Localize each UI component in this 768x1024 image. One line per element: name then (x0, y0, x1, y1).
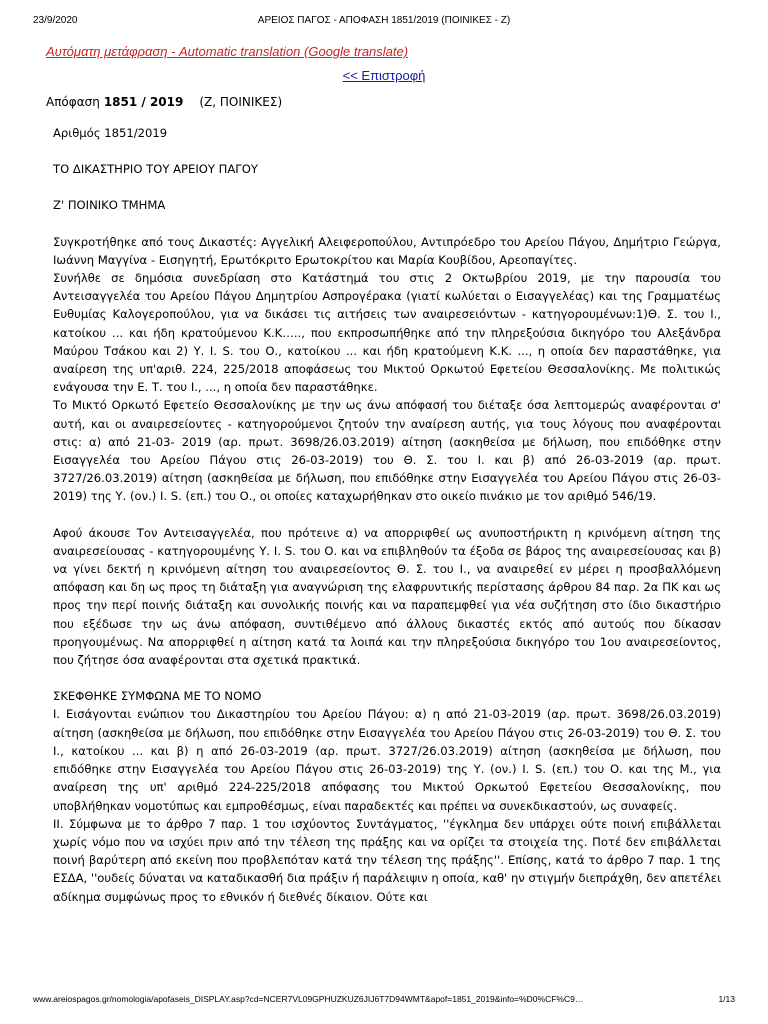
decision-number: 1851 / 2019 (103, 95, 184, 109)
reasoning-paragraph-1: Ι. Εισάγονται ενώπιον του Δικαστηρίου του Αρείου Πάγου: α) η από 21-03-2019 (αρ. πρωτ. 3698/26.03.2019) αίτηση (ασκηθείσα με δήλωση, που επιδόθηκε στην Εισαγγελέα του Αρείου Πάγου στις 26-03-2019) του Θ. Σ. του Ι., κατοίκου ... και β) η από 26-03-2019 (αρ. πρωτ. 3727/26.03.2019) αίτηση (ασκηθείσα με δήλωση, που επιδόθηκε στην Εισαγγελέα του Αρείου Πάγου στις 26-03-2019) της Υ. (ον.) Ι. S. (επ.) του Ο. και της Μ., για αναίρεση της υπ' αριθμό 224-225/2018 απόφασης του Μικτού Ορκωτού Εφετείου Θεσσαλονίκης, που υποβλήθηκαν νομοτύπως και εμπροθέσμως, είναι παραδεκτές και πρέπει να συνεκδικαστούν, ως συναφείς. (53, 707, 721, 813)
composition-paragraph: Συγκροτήθηκε από τους Δικαστές: Αγγελική Αλειφεροπούλου, Αντιπρόεδρο του Αρείου Πάγου, Δημήτριο Γεώργα, Ιωάννη Μαγγίνα - Εισηγητή, Ερωτόκριτο Ερωτοκρίτου και Μαρία Κουβίδου, Αρεοπαγίτες. (53, 234, 721, 267)
print-page-title: ΑΡΕΙΟΣ ΠΑΓΟΣ - ΑΠΟΦΑΣΗ 1851/2019 (ΠΟΙΝΙΚΕΣ - Ζ) (257, 15, 511, 26)
print-url: www.areiospagos.gr/nomologia/apofaseis_DISPLAY.asp?cd=NCER7VL09GPHUZKUZ6JIJ6T7D94WMT&apof=1851_2019&info=%D0%CF%C9… (33, 994, 584, 1004)
court-name: ΤΟ ΔΙΚΑΣΤΗΡΙΟ ΤΟΥ ΑΡΕΙΟΥ ΠΑΓΟΥ (53, 162, 258, 177)
print-date: 23/9/2020 (33, 15, 78, 26)
print-header (33, 15, 735, 29)
page-number: 1/13 (718, 994, 735, 1004)
prosecutor-paragraph: Αφού άκουσε Τον Αντεισαγγελέα, που πρότεινε α) να απορριφθεί ως ανυποστήρικτη η κρινόμενη αίτηση της αναιρεσείουσας - κατηγορουμένης Υ. Ι. S. του Ο. και να επιβληθούν τα έξοδα σε βάρος της αναιρεσείουσας και β) να γίνει δεκτή η κρινόμενη αίτηση του αναιρεσείοντος Θ. Σ. του Ι., να αναιρεθεί εν μέρει η προσβαλλόμενη απόφαση και δη ως προς τη διάταξη για αναγνώριση της ελαφρυντικής περίστασης άρθρου 84 παρ. 2α ΠΚ και ως προς την περί ποινής διάταξη και συνολικής ποινής και να παραπεμφθεί για νέα συζήτηση στο ίδιο δικαστήριο που εξέδωσε την ως άνω απόφαση, συντιθέμενο από άλλους δικαστές εκτός από αυτούς που δίκασαν προηγουμένως. Να απορριφθεί η αίτηση κατά τα λοιπά και την πληρεξούσια δικηγόρο του 1ου αναιρεσείοντος, που ζήτησε όσα αναφέρονται στα σχετικά πρακτικά. (53, 525, 721, 668)
reasoning-paragraph-2: ΙΙ. Σύμφωνα με το άρθρο 7 παρ. 1 του ισχύοντος Συντάγματος, ''έγκλημα δεν υπάρχει ούτε ποινή επιβάλλεται χωρίς νόμο που να ισχύει πριν από την τέλεση της πράξης και να ορίζει τα στοιχεία της. Ποτέ δεν επιβάλλεται ποινή βαρύτερη από εκείνη που προβλεπόταν κατά την τέλεση της πράξης''. Επίσης, κατά το άρθρο 7 παρ. 1 της ΕΣΔΑ, ''ουδείς δύναται να καταδικασθή δια πράξιν ή παράλειψιν η οποία, καθ' ην στιγμήν διεπράχθη, δεν απετέλει αδίκημα συμφώνως προς το εθνικόν ή διεθνές δίκαιον. Ούτε και (53, 816, 721, 904)
automatic-translation-link[interactable]: Αυτόματη μετάφραση - Automatic translation (Google translate) (46, 44, 409, 59)
back-link[interactable]: << Επιστροφή (342, 68, 426, 83)
session-paragraph: Συνήλθε σε δημόσια συνεδρίαση στο Κατάστημά του στις 2 Οκτωβρίου 2019, με την παρουσία του Αντεισαγγελέα του Αρείου Πάγου Δημητρίου Ασπρογέρακα (γιατί κωλύεται ο Εισαγγελέας) και της Γραμματέως Ευθυμίας Καλογεροπούλου, για να δικάσει τις αιτήσεις των αναιρεσειόντων - κατηγορουμένων:1)Θ. Σ. του Ι., κατοίκου ... και ήδη κρατούμενου Κ.Κ….., που εκπροσωπήθηκε από την πληρεξούσια δικηγόρο του Αλεξάνδρα Μαύρου Τσάκου και 2) Υ. Ι. S. του Ο., κατοίκου ... και ήδη κρατούμενη Κ.Κ. ..., η οποία δεν παραστάθηκε, για αναίρεση της υπ'αριθ. 224, 225/2018 αποφάσεως του Μικτού Ορκωτού Εφετείου Θεσσαλονίκης. Με πολιτικώς ενάγουσα την Ε. Τ. του Ι., ..., η οποία δεν παραστάθηκε. (53, 271, 721, 395)
decision-heading (46, 95, 282, 109)
decision-chamber: (Ζ, ΠΟΙΝΙΚΕΣ) (199, 95, 283, 109)
decision-label: Απόφαση (46, 95, 100, 109)
reasoning-heading: ΣΚΕΦΘΗΚΕ ΣΥΜΦΩΝΑ ΜΕ ΤΟ ΝΟΜΟ (53, 689, 262, 704)
court-section: Ζ' ΠΟΙΝΙΚΟ ΤΜΗΜΑ (53, 198, 166, 213)
decision-text (53, 124, 721, 906)
print-footer (33, 994, 735, 1008)
decision-number-line: Αριθμός 1851/2019 (53, 126, 168, 140)
appeal-paragraph: Το Μικτό Ορκωτό Εφετείο Θεσσαλονίκης με την ως άνω απόφασή του διέταξε όσα λεπτομερώς αναφέρονται σ' αυτή, και οι αναιρεσείοντες - κατηγορούμενοι ζητούν την αναίρεση αυτής, για τους λόγους που αναφέρονται στις: α) από 21-03- 2019 (αρ. πρωτ. 3698/26.03.2019) αίτηση (ασκηθείσα με δήλωση, που επιδόθηκε στην Εισαγγελέα του Αρείου Πάγου στις 26-03-2019) του Θ. Σ. του Ι. και β) από 26-03-2019 (αρ. πρωτ. 3727/26.03.2019) αίτηση (ασκηθείσα με δήλωση, που επιδόθηκε στην Εισαγγελέα του Αρείου Πάγου στις 26-03-2019) της Υ. (ον.) Ι. S. (επ.) του Ο., οι οποίες καταχωρήθηκαν στο οικείο πινάκιο με τον αριθμό 546/19. (53, 398, 721, 504)
